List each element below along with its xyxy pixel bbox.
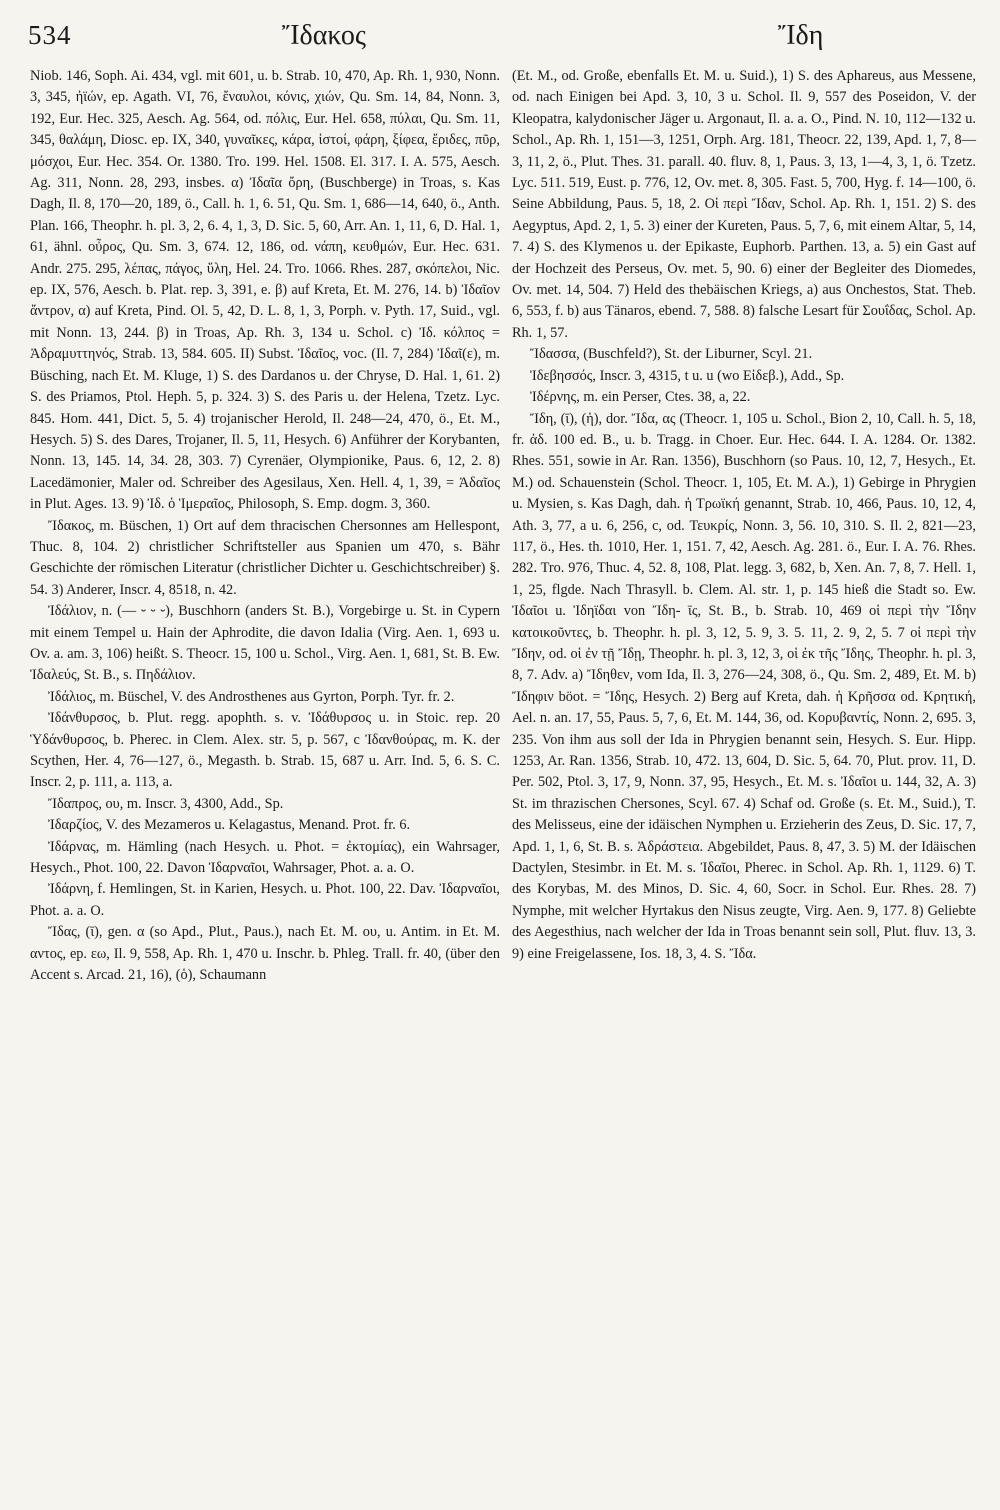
entry-ide: Ἴδη, (ῑ), (ἡ), dor. Ἴδα, ας (Theocr. 1, 105 u. Schol., Bion 2, 10, Call. h. 5, 18, fr. ἀδ. 100 ed. B., u. b. Tragg. in Choer. Eur. Hec. 644. I. A. 1284. Or. 1382. Rhes. 551, sowie in Ar. Ran. 1356), Buschhorn (so Paus. 10, 12, 7, Hesych., Et. M.) od. Schauenstein (Schol. Theocr. 1, 105, Et. M. A.), 1) Gebirge in Phrygien u. Mysien, s. Kas Dagh, dah. ἡ Τρωϊκή genannt, Strab. 10, 466, Paus. 10, 12, 4, Ath. 3, 77, a u. 6, 256, c, od. Τευκρίς, Nonn. 3, 56. 10, 310. S. Il. 2, 821—23, 117, ö., Hes. th. 1010, Her. 1, 151. 7, 42, Aesch. Ag. 281. ö., Eur. I. A. 76. Rhes. 282. Tro. 976, Thuc. 4, 52. 8, 108, Plat. legg. 3, 682, b, Xen. An. 7, 8, 7. Hell. 1, 1, 25, flgde. Nach Thrasyll. b. Clem. Al. str. 1, p. 145 hieß die Stadt so. Ew. Ἰδαῖοι u. Ἰδηϊδαι von Ἴδη- ῑς, St. B., b. Strab. 10, 469 οἱ περὶ τὴν Ἴδην κατοικοῦντες, b. Theophr. h. pl. 3, 12, 5. 9, 3. 5. 11, 2. 9, 2, 5. 7 οἱ περὶ τὴν Ἴδην, od. οἱ ἐν τῇ Ἴδῃ, Theophr. h. pl. 3, 12, 3, οἱ ἐκ τῆς Ἴδης, Theophr. h. pl. 3, 8, 7. Adv. a) Ἴδηθεν, vom Ida, Il. 3, 276—24, 308, ö., Qu. Sm. 2, 489, Et. M. b) Ἴδηφιν böot. = Ἴδης, Hesych. 2) Berg auf Kreta, dah. ἡ Κρῆσσα od. Κρητική, Ael. n. an. 17, 55, Paus. 5, 7, 6, Et. M. 144, 36, od. Κορυβαντίς, Nonn. 2, 695. 3, 235. Von ihm aus soll der Ida in Phrygien benannt sein, Hesych. S. Eur. Hipp. 1253, Ar. Ran. 1356, Strab. 10, 472. 13, 604, D. Sic. 5, 64. 70, Plut. prov. 11, D. Per. 502, Ptol. 3, 17, 9, Nonn. 37, 95, Hesych., Et. M. s. Ἰδαῖοι u. 144, 32, A. 3) St. im thrazischen Chersones, Scyl. 67. 4) Schaf od. Große (s. Et. M., Suid.), T. des Melisseus, eine der idäischen Nymphen u. Erzieherin des Zeus, D. Sic. 17, 7, Apd. 1, 1, 6, St. B. s. Ἀδράστεια. Abgebildet, Paus. 8, 47, 3. 5) M. der Idäischen Dactylen, Stesimbr. in Et. M. s. Ἰδαῖοι, Pherec. in Schol. Ap. Rh. 1, 1129. 6) T. des Korybas, M. des Minos, D. Sic. 4, 60, Socr. in Schol. Eur. Rhes. 28. 7) Nymphe, mit welcher Hyrtakus den Nisus zeugte, Virg. Aen. 9, 177. 8) Geliebte des Aegesthius, nach welcher der Ida in Troas benannt sein soll, Plut. fluv. 13, 3. 9) eine Freigelassene, Ios. 18, 3, 4. S. Ἴδα.: [512, 410, 976, 962]
entry-idarne: Ἰδάρνη, f. Hemlingen, St. in Karien, Hesych. u. Phot. 100, 22. Dav. Ἰδαρναῖοι, Phot. a. a. O.: [30, 881, 500, 919]
running-head-right: Ἴδη: [778, 20, 824, 51]
entry-idakos: Ἴδακος, m. Büschen, 1) Ort auf dem thracischen Chersonnes am Hellespont, Thuc. 8, 104. 2) christlicher Schriftsteller aus Spanien um 470, s. Bähr Geschichte der römischen Literatur (christlicher Dichter u. Geschichtschreiber) §. 54. 3) Anderer, Inscr. 4, 8518, n. 42.: [30, 517, 500, 598]
entry-idanthyrsos: Ἰδάνθυρσος, b. Plut. regg. apophth. s. v. Ἰδάθυρσος u. in Stoic. rep. 20 Ὑδάνθυρσος, b. Pherec. in Clem. Alex. str. 5, p. 567, c Ἰδανθούρας, m. K. der Scythen, Her. 4, 76—127, ö., Megasth. b. Strab. 15, 687 u. Arr. Ind. 5, 6. S. C. Inscr. 2, p. 111, a. 113, a.: [30, 710, 500, 791]
entry-idas: Ἴδας, (ῑ), gen. α (so Apd., Plut., Paus.), nach Et. M. ου, u. Antim. in Et. M. αντος, ep. εω, Il. 9, 558, Ap. Rh. 1, 470 u. Inschr. b. Phleg. Trall. fr. 40, (über den Accent s. Arcad. 21, 16), (ὁ), Schaumann: [30, 924, 500, 984]
entry-idernes: Ἰδέρνης, m. ein Perser, Ctes. 38, a, 22.: [530, 389, 751, 406]
entry-idapros: Ἴδαπρος, ου, m. Inscr. 3, 4300, Add., Sp.: [48, 795, 284, 812]
page-header: [28, 16, 978, 60]
page-number: 534: [28, 20, 72, 50]
entry-idebessos: Ἰδεβησσός, Inscr. 3, 4315, t u. u (wo Εἰδεβ.), Add., Sp.: [530, 367, 845, 384]
right-column: [512, 66, 976, 965]
entry-idarzios: Ἰδαρζίος, V. des Mezameros u. Kelagastus, Menand. Prot. fr. 6.: [48, 817, 411, 834]
left-column: [30, 66, 500, 986]
entry-continuation: Niob. 146, Soph. Ai. 434, vgl. mit 601, u. b. Strab. 10, 470, Ap. Rh. 1, 930, Nonn. 3, 345, ἠϊών, ep. Agath. VI, 76, ἔναυλοι, κόνις, χιών, Qu. Sm. 14, 84, Nonn. 3, 192, Eur. Hec. 325, Aesch. Ag. 564, od. πόλις, Eur. Hel. 658, πύλαι, Qu. Sm. 11, 345, θαλάμη, Diosc. ep. IX, 340, γυναῖκες, κάρα, ἱστοί, φάρη, ξίφεα, ἔριδες, πῦρ, μόσχοι, Eur. Hec. 354. Or. 1380. Tro. 199. Hel. 1508. El. 317. I. A. 575, Aesch. Ag. 311, Nonn. 28, 293, insbes. α) Ἰδαῖα ὄρη, (Buschberge) in Troas, s. Kas Dagh, Il. 8, 170—20, 189, ö., Call. h. 1, 6. 51, Qu. Sm. 1, 686—14, 640, ö., Anth. Plan. 166, Theophr. h. pl. 3, 2, 6. 4, 1, 3, D. Sic. 5, 60, Arr. An. 1, 11, 6, D. Hal. 1, 61, ähnl. οὖρος, Qu. Sm. 3, 674. 12, 186, od. νάπη, κευθμών, Eur. Hec. 631. Andr. 275. 295, λέπας, πάγος, ὕλη, Hel. 24. Tro. 1066. Rhes. 287, σκόπελοι, Nic. ep. IX, 576, Aesch. b. Plat. rep. 3, 391, e. β) auf Kreta, Et. M. 276, 14. b) Ἰδαῖον ἄντρον, α) auf Kreta, Pind. Ol. 5, 42, D. L. 8, 1, 3, Porph. v. Pyth. 17, Suid., vgl. mit Nonn. 13, 244. β) in Troas, Ap. Rh. 3, 134 u. Schol. c) Ἰδ. κόλπος = Ἀδραμυττηνός, Strab. 13, 584. 605. II) Subst. Ἰδαῖος, voc. (Il. 7, 284) Ἰδαῖ(ε), m. Büsching, nach Et. M. Kluge, 1) S. des Dardanos u. der Chryse, D. Hal. 1, 61. 2) S. des Priamos, Ptol. Heph. 5, p. 324. 3) S. des Paris u. der Helena, Tzetz. Lyc. 845. Hom. 441, Dict. 5, 5. 4) trojanischer Herold, Il. 248—24, 470, ö., Et. M., Hesych. 5) S. des Dares, Trojaner, Il. 5, 11, Hesych. 6) Anführer der Korybanten, Nonn. 13, 145. 14, 34. 28, 303. 7) Cyrenäer, Olympionike, Paus. 6, 12, 2. 8) Lacedämonier, Maler od. Schreiber des Agesilaus, Xen. Hell. 4, 1, 39, = Ἀδαῖος in Plut. Ages. 13. 9) Ἰδ. ὁ Ἱμεραῖος, Philosoph, S. Emp. dogm. 3, 360.: [30, 68, 500, 513]
entry-idalion: Ἰδάλιον, n. (— ⏑ ⏑ ⏑), Buschhorn (anders St. B.), Vorgebirge u. St. in Cypern mit einem Tempel u. Hain der Aphrodite, die davon Idalia (Virg. Aen. 1, 693 u. Ov. a. am. 3, 106) heißt. S. Theocr. 15, 100 u. Schol., Virg. Aen. 1, 681, St. B. Ew. Ἰδαλεύς, St. B., s. Πηδάλιον.: [30, 603, 500, 684]
entry-idas-continuation: (Et. M., od. Große, ebenfalls Et. M. u. Suid.), 1) S. des Aphareus, aus Messene, od. nach Einigen bei Apd. 3, 10, 3 u. Schol. Il. 9, 557 des Poseidon, V. der Kleopatra, kalydonischer Jäger u. Argonaut, Il. a. a. O., Pind. N. 10, 112—132 u. Schol., Ap. Rh. 1, 151—3, 1251, Orph. Arg. 181, Theocr. 22, 139, Apd. 1, 7, 8—3, 11, 2, ö., Plut. Thes. 31. parall. 40. fluv. 8, 1, Paus. 3, 13, 1—4, 3, 1, ö. Tzetz. Lyc. 511. 519, Eust. p. 776, 12, Ov. met. 8, 305. Fast. 5, 700, Hyg. f. 14—100, ö. Seine Abbildung, Paus. 5, 18, 2. Οἱ περὶ Ἴδαν, Schol. Ap. Rh. 1, 151. 2) S. des Aegyptus, Apd. 2, 1, 5. 3) einer der Kureten, Paus. 5, 7, 6, mit einem Altar, 5, 14, 7. 4) S. des Klymenos u. der Epikaste, Euphorb. Parthen. 13, a. 5) ein Gast auf der Hochzeit des Perseus, Ov. met. 5, 90. 6) einer der Begleiter des Diomedes, Ov. met. 14, 504. 7) Held des thebäischen Kriegs, a) aus Onchestos, Stat. Theb. 6, 553, f. b) aus Tänaros, ebend. 7, 588. 8) falsche Lesart für Σουΐδας, Schol. Ap. Rh. 1, 57.: [512, 68, 976, 341]
entry-idalios: Ἰδάλιος, m. Büschel, V. des Androsthenes aus Gyrton, Porph. Tyr. fr. 2.: [48, 688, 455, 705]
running-head-left: Ἴδακος: [282, 20, 366, 51]
entry-idarnas: Ἰδάρνας, m. Hämling (nach Hesych. u. Phot. = ἐκτομίας), ein Wahrsager, Hesych., Phot. 100, 22. Davon Ἰδαρναῖοι, Wahrsager, Phot. a. a. O.: [30, 838, 500, 877]
entry-idassa: Ἴδασσα, (Buschfeld?), St. der Liburner, Scyl. 21.: [530, 346, 813, 363]
